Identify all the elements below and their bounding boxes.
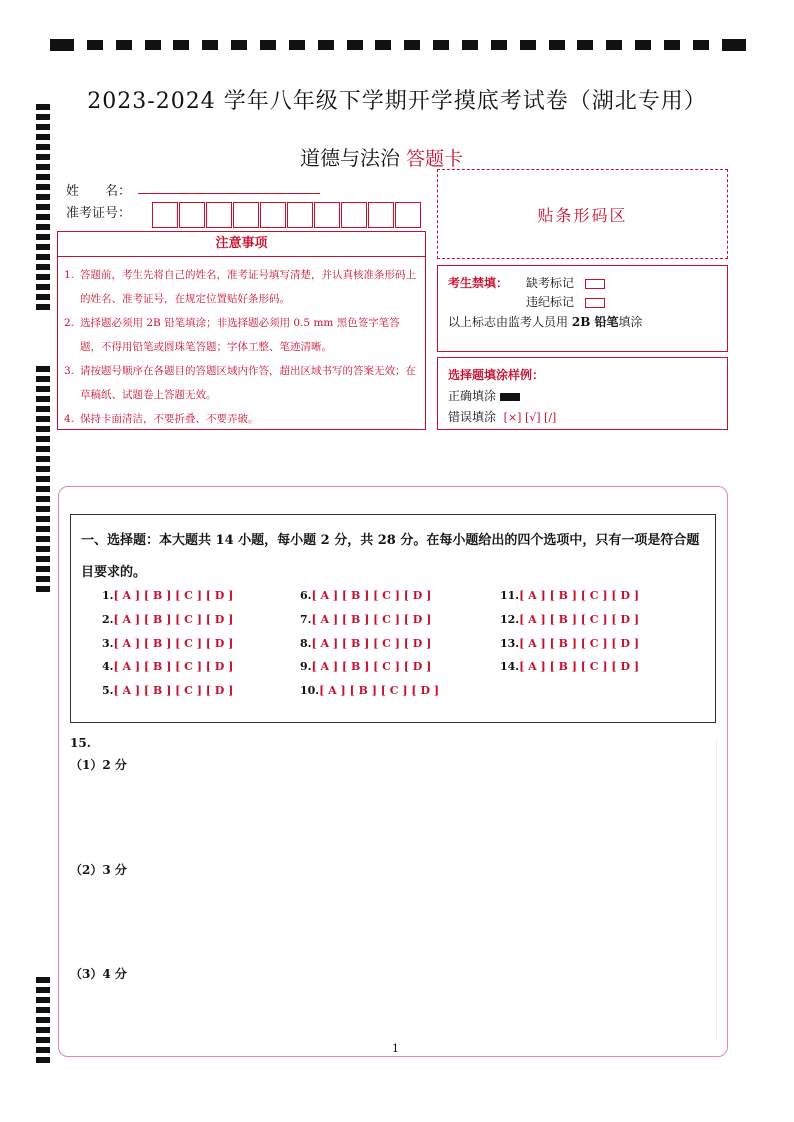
mcq-question-row[interactable] bbox=[300, 684, 439, 697]
timing-mark bbox=[87, 40, 103, 50]
mcq-choice-bubbles[interactable]: [ A ] [ B ] [ C ] [ D ] bbox=[311, 613, 432, 626]
timing-mark bbox=[202, 40, 218, 50]
mcq-question-row[interactable] bbox=[102, 684, 233, 697]
left-timing-marks-middle bbox=[36, 366, 50, 596]
timing-mark bbox=[36, 426, 50, 432]
timing-mark bbox=[260, 40, 276, 50]
fill-sample-box bbox=[437, 357, 728, 430]
violation-mark-row bbox=[526, 293, 605, 310]
timing-mark bbox=[36, 254, 50, 260]
card-label: 答题卡 bbox=[406, 148, 464, 170]
timing-mark bbox=[36, 977, 50, 983]
wrong-marks: [×] [√] [/] bbox=[503, 411, 557, 424]
timing-mark bbox=[36, 586, 50, 592]
mcq-question-row[interactable] bbox=[102, 613, 233, 626]
id-digit-box[interactable] bbox=[287, 202, 313, 228]
timing-mark bbox=[36, 134, 50, 140]
violation-checkbox[interactable] bbox=[585, 298, 605, 308]
id-digit-box[interactable] bbox=[314, 202, 340, 228]
mcq-choice-bubbles[interactable]: [ A ] [ B ] [ C ] [ D ] bbox=[319, 684, 440, 697]
notice-title: 注意事项 bbox=[58, 232, 425, 257]
mcq-question-number: 12. bbox=[500, 613, 520, 626]
correct-fill-row: 正确填涂 bbox=[448, 387, 520, 404]
mcq-question-row[interactable] bbox=[500, 613, 639, 626]
mcq-choice-bubbles[interactable]: [ A ] [ B ] [ C ] [ D ] bbox=[113, 684, 234, 697]
ban-note: 以上标志由监考人员用 2B 铅笔填涂 bbox=[448, 315, 643, 329]
absent-checkbox[interactable] bbox=[585, 279, 605, 289]
timing-mark bbox=[433, 40, 449, 50]
timing-mark bbox=[289, 40, 305, 50]
timing-mark bbox=[36, 1057, 50, 1063]
mcq-question-row[interactable] bbox=[500, 660, 639, 673]
mcq-question-number: 4. bbox=[102, 660, 114, 673]
notice-item-text: 选择题必须用 2B 铅笔填涂；非选择题必须用 0.5 mm 黑色签字笔答题，不得用铅笔或圆珠笔答题；字体工整、笔迹清晰。 bbox=[80, 317, 400, 353]
mcq-question-number: 14. bbox=[500, 660, 520, 673]
timing-mark bbox=[520, 40, 536, 50]
timing-mark bbox=[36, 386, 50, 392]
timing-mark bbox=[635, 40, 651, 50]
mcq-question-row[interactable] bbox=[300, 660, 431, 673]
timing-mark bbox=[36, 214, 50, 220]
notice-item-number: 4. bbox=[64, 413, 75, 425]
timing-mark bbox=[36, 284, 50, 290]
timing-mark bbox=[36, 987, 50, 993]
q15-part-2: （2）3 分 bbox=[70, 863, 127, 877]
timing-mark bbox=[36, 516, 50, 522]
mcq-question-number: 11. bbox=[500, 589, 520, 602]
barcode-area: 贴条形码区 bbox=[437, 169, 728, 259]
timing-mark bbox=[36, 294, 50, 300]
timing-mark bbox=[36, 406, 50, 412]
notice-list bbox=[58, 257, 425, 431]
id-digit-box[interactable] bbox=[152, 202, 178, 228]
examiner-only-box bbox=[437, 265, 728, 352]
sample-title: 选择题填涂样例： bbox=[448, 368, 545, 382]
id-digit-box[interactable] bbox=[341, 202, 367, 228]
timing-mark bbox=[36, 174, 50, 180]
mcq-question-number: 1. bbox=[102, 589, 114, 602]
timing-mark bbox=[36, 496, 50, 502]
timing-mark bbox=[36, 1037, 50, 1043]
timing-mark bbox=[36, 436, 50, 442]
timing-mark bbox=[318, 40, 334, 50]
mcq-choice-bubbles[interactable]: [ A ] [ B ] [ C ] [ D ] bbox=[113, 589, 234, 602]
mcq-choice-bubbles[interactable]: [ A ] [ B ] [ C ] [ D ] bbox=[311, 637, 432, 650]
exam-id-boxes[interactable] bbox=[152, 202, 422, 228]
mcq-question-number: 8. bbox=[300, 637, 312, 650]
mcq-choice-bubbles[interactable]: [ A ] [ B ] [ C ] [ D ] bbox=[311, 660, 432, 673]
timing-mark bbox=[347, 40, 363, 50]
timing-mark bbox=[36, 194, 50, 200]
notice-item bbox=[64, 407, 419, 431]
left-timing-marks-lower bbox=[36, 977, 50, 1067]
mcq-choice-bubbles[interactable]: [ A ] [ B ] [ C ] [ D ] bbox=[519, 613, 640, 626]
timing-mark bbox=[36, 476, 50, 482]
violation-label: 违纪标记 bbox=[526, 295, 575, 309]
mcq-question-row[interactable] bbox=[300, 613, 431, 626]
name-label: 姓 名： bbox=[66, 184, 132, 199]
id-digit-box[interactable] bbox=[206, 202, 232, 228]
timing-mark bbox=[36, 466, 50, 472]
mcq-choice-bubbles[interactable]: [ A ] [ B ] [ C ] [ D ] bbox=[519, 589, 640, 602]
mcq-question-row[interactable] bbox=[500, 637, 639, 650]
q15-part-2-answer-area[interactable] bbox=[70, 881, 710, 961]
top-timing-marks bbox=[50, 38, 746, 52]
mcq-choice-bubbles[interactable]: [ A ] [ B ] [ C ] [ D ] bbox=[311, 589, 432, 602]
mcq-question-number: 5. bbox=[102, 684, 114, 697]
filled-mark-sample bbox=[500, 393, 520, 401]
mcq-choice-bubbles[interactable]: [ A ] [ B ] [ C ] [ D ] bbox=[519, 660, 640, 673]
notice-item-number: 3. bbox=[64, 365, 75, 377]
timing-mark bbox=[36, 446, 50, 452]
notice-item-text: 答题前，考生先将自己的姓名，准考证号填写清楚，并认真核准条形码上的姓名、准考证号，在规定位置贴好条形码。 bbox=[80, 269, 416, 305]
name-input-line[interactable] bbox=[138, 193, 320, 194]
id-digit-box[interactable] bbox=[179, 202, 205, 228]
id-digit-box[interactable] bbox=[395, 202, 421, 228]
mcq-question-number: 7. bbox=[300, 613, 312, 626]
timing-mark bbox=[173, 40, 189, 50]
notice-item-number: 2. bbox=[64, 317, 75, 329]
timing-mark bbox=[145, 40, 161, 50]
notice-box bbox=[57, 231, 426, 430]
notice-item bbox=[64, 311, 419, 359]
timing-mark bbox=[36, 184, 50, 190]
timing-mark bbox=[462, 40, 478, 50]
mcq-instruction: 一、选择题：本大题共 14 小题，每小题 2 分，共 28 分。在每小题给出的四个选项中，只有一项是符合题目要求的。 bbox=[81, 533, 700, 580]
timing-mark bbox=[36, 546, 50, 552]
timing-mark bbox=[36, 486, 50, 492]
timing-mark bbox=[36, 526, 50, 532]
notice-item bbox=[64, 263, 419, 311]
absent-mark-row bbox=[526, 274, 605, 291]
timing-mark bbox=[36, 456, 50, 462]
mcq-question-row[interactable] bbox=[102, 660, 233, 673]
timing-mark bbox=[36, 274, 50, 280]
mcq-question-row[interactable] bbox=[300, 637, 431, 650]
wrong-fill-row: 错误填涂 [×] [√] [/] bbox=[448, 410, 557, 424]
timing-mark bbox=[36, 124, 50, 130]
notice-item-number: 1. bbox=[64, 269, 75, 281]
mcq-question-number: 13. bbox=[500, 637, 520, 650]
timing-mark bbox=[36, 997, 50, 1003]
mcq-question-row[interactable] bbox=[300, 589, 431, 602]
absent-label: 缺考标记 bbox=[526, 276, 575, 290]
timing-mark bbox=[36, 1027, 50, 1033]
subject-heading bbox=[300, 142, 463, 171]
notice-item bbox=[64, 359, 419, 407]
q15-part-1: （1）2 分 bbox=[70, 758, 127, 772]
timing-mark bbox=[36, 1007, 50, 1013]
subject-name: 道德与法治 bbox=[300, 146, 400, 170]
timing-mark bbox=[36, 506, 50, 512]
q15-part-3-answer-area[interactable] bbox=[70, 985, 710, 1040]
timing-mark bbox=[36, 566, 50, 572]
ban-label: 考生禁填： bbox=[448, 276, 509, 290]
timing-mark bbox=[36, 244, 50, 250]
answer-margin-line bbox=[716, 740, 717, 1040]
timing-mark bbox=[36, 366, 50, 372]
timing-mark bbox=[36, 556, 50, 562]
mcq-choice-bubbles[interactable]: [ A ] [ B ] [ C ] [ D ] bbox=[519, 637, 640, 650]
timing-mark bbox=[36, 396, 50, 402]
timing-mark bbox=[36, 204, 50, 210]
timing-mark bbox=[36, 234, 50, 240]
id-digit-box[interactable] bbox=[368, 202, 394, 228]
q15-part-3: （3）4 分 bbox=[70, 967, 127, 981]
timing-mark bbox=[36, 304, 50, 310]
timing-mark bbox=[722, 39, 746, 51]
timing-mark bbox=[36, 1047, 50, 1053]
id-digit-box[interactable] bbox=[233, 202, 259, 228]
timing-mark bbox=[375, 40, 391, 50]
id-label: 准考证号： bbox=[66, 206, 132, 221]
q15-number: 15. bbox=[70, 736, 91, 750]
timing-mark bbox=[36, 144, 50, 150]
mcq-question-number: 3. bbox=[102, 637, 114, 650]
timing-mark bbox=[606, 40, 622, 50]
timing-mark bbox=[116, 40, 132, 50]
mcq-question-row[interactable] bbox=[102, 589, 233, 602]
notice-item-text: 请按题号顺序在各题目的答题区域内作答，超出区域书写的答案无效；在草稿纸、试题卷上答题无效。 bbox=[80, 365, 416, 401]
mcq-choice-bubbles[interactable]: [ A ] [ B ] [ C ] [ D ] bbox=[113, 660, 234, 673]
mcq-question-number: 10. bbox=[300, 684, 320, 697]
left-timing-marks-upper bbox=[36, 104, 50, 314]
timing-mark bbox=[36, 224, 50, 230]
timing-mark bbox=[693, 40, 709, 50]
notice-item-text: 保持卡面清洁，不要折叠、不要弄破。 bbox=[80, 413, 259, 425]
timing-mark bbox=[577, 40, 593, 50]
timing-mark bbox=[36, 376, 50, 382]
timing-mark bbox=[549, 40, 565, 50]
mcq-question-number: 6. bbox=[300, 589, 312, 602]
mcq-choice-bubbles[interactable]: [ A ] [ B ] [ C ] [ D ] bbox=[113, 613, 234, 626]
timing-mark bbox=[36, 164, 50, 170]
page-number: 1 bbox=[392, 1042, 399, 1055]
timing-mark bbox=[36, 1017, 50, 1023]
timing-mark bbox=[231, 40, 247, 50]
id-digit-box[interactable] bbox=[260, 202, 286, 228]
timing-mark bbox=[36, 264, 50, 270]
mcq-question-number: 9. bbox=[300, 660, 312, 673]
timing-mark bbox=[664, 40, 680, 50]
timing-mark bbox=[50, 39, 74, 51]
mcq-question-row[interactable] bbox=[102, 637, 233, 650]
mcq-question-number: 2. bbox=[102, 613, 114, 626]
mcq-choice-bubbles[interactable]: [ A ] [ B ] [ C ] [ D ] bbox=[113, 637, 234, 650]
timing-mark bbox=[36, 416, 50, 422]
q15-part-1-answer-area[interactable] bbox=[70, 776, 710, 856]
timing-mark bbox=[491, 40, 507, 50]
timing-mark bbox=[36, 576, 50, 582]
timing-mark bbox=[36, 536, 50, 542]
mcq-question-row[interactable] bbox=[500, 589, 639, 602]
timing-mark bbox=[36, 154, 50, 160]
exam-title: 2023-2024 学年八年级下学期开学摸底考试卷（湖北专用） bbox=[87, 89, 707, 114]
timing-mark bbox=[404, 40, 420, 50]
